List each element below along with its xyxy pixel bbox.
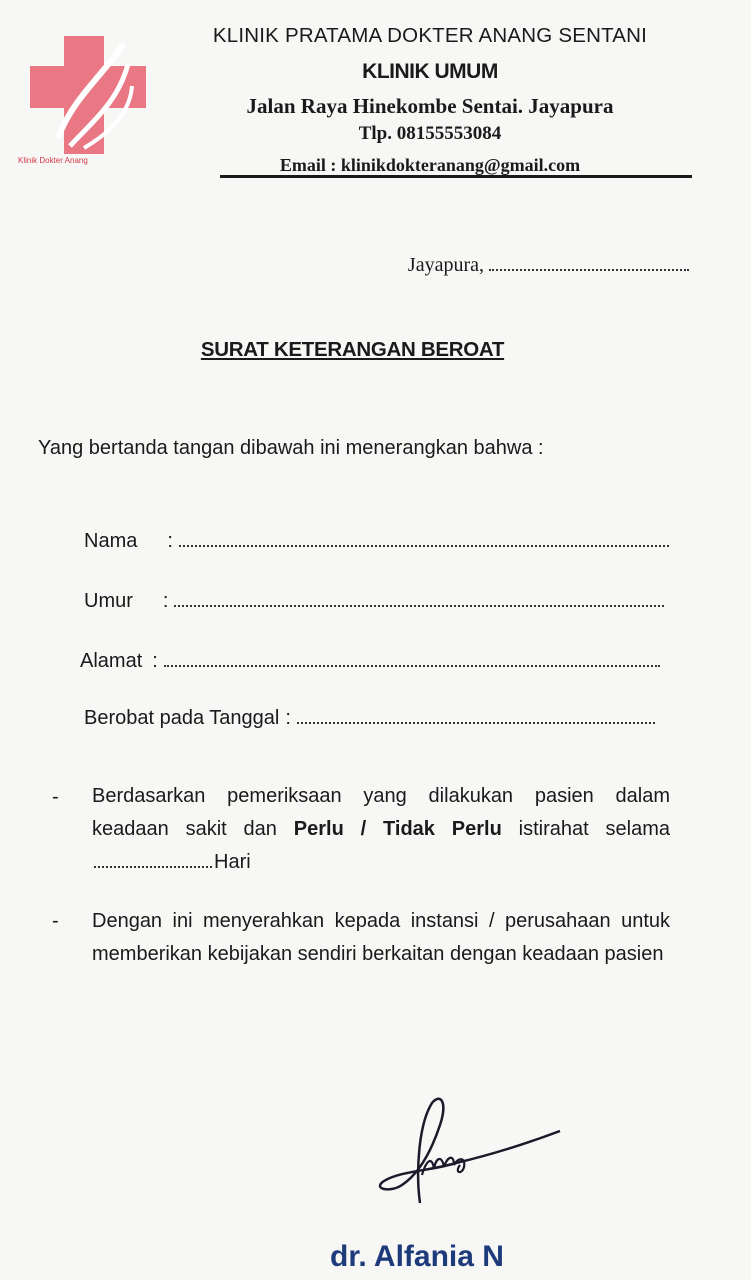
colon: : — [167, 530, 173, 552]
clinic-unit: KLINIK UMUM — [362, 60, 498, 83]
date-place: Jayapura, — [407, 254, 489, 276]
letterhead-divider — [220, 175, 692, 178]
colon: : — [152, 650, 158, 672]
name-label: Nama — [84, 530, 138, 552]
age-field — [84, 590, 664, 613]
logo-caption: Klinik Dokter Anang — [18, 156, 88, 165]
intro-text: Yang bertanda tangan dibawah ini menerangkan bahwa : — [38, 437, 544, 459]
date-blank — [489, 259, 689, 271]
colon: : — [285, 707, 291, 729]
rest-statement — [92, 780, 670, 879]
days-unit: Hari — [214, 851, 251, 873]
bullet: - — [52, 910, 59, 932]
visit-date-field — [84, 707, 655, 730]
signature-image — [360, 1085, 570, 1225]
age-blank — [174, 595, 664, 607]
clinic-logo — [22, 30, 154, 170]
days-blank — [94, 858, 212, 868]
age-label: Umur — [84, 590, 133, 612]
colon: : — [162, 590, 169, 612]
name-field — [84, 530, 669, 553]
address-blank — [164, 655, 660, 667]
clinic-phone: Tlp. 08155553084 — [358, 123, 502, 144]
handover-statement: Dengan ini menyerahkan kepada instansi / perusahaan untuk memberikan kebijakan sendiri berkaitan dengan keadaan pasien — [92, 910, 670, 965]
date-line — [408, 254, 689, 277]
visit-date-blank — [297, 712, 655, 724]
document-title: SURAT KETERANGAN BEROAT — [200, 338, 505, 361]
bullet: - — [52, 786, 59, 808]
address-label: Alamat — [80, 650, 143, 672]
rest-text-2: istirahat selama — [501, 818, 670, 840]
clinic-address: Jalan Raya Hinekombe Sentai. Jayapura — [246, 94, 614, 118]
clinic-name: KLINIK PRATAMA DOKTER ANANG SENTANI — [212, 24, 648, 47]
rest-text-1: Berdasarkan pemeriksaan yang dilakukan pasien dalam keadaan sakit dan — [92, 785, 670, 840]
visit-date-label: Berobat pada Tanggal — [84, 707, 280, 729]
name-blank — [179, 535, 669, 547]
rest-choice: Perlu / Tidak Perlu — [293, 818, 502, 840]
doctor-name: dr. Alfania N — [330, 1240, 504, 1273]
address-field — [80, 650, 660, 673]
clinic-email: Email : klinikdokteranang@gmail.com — [279, 155, 581, 175]
